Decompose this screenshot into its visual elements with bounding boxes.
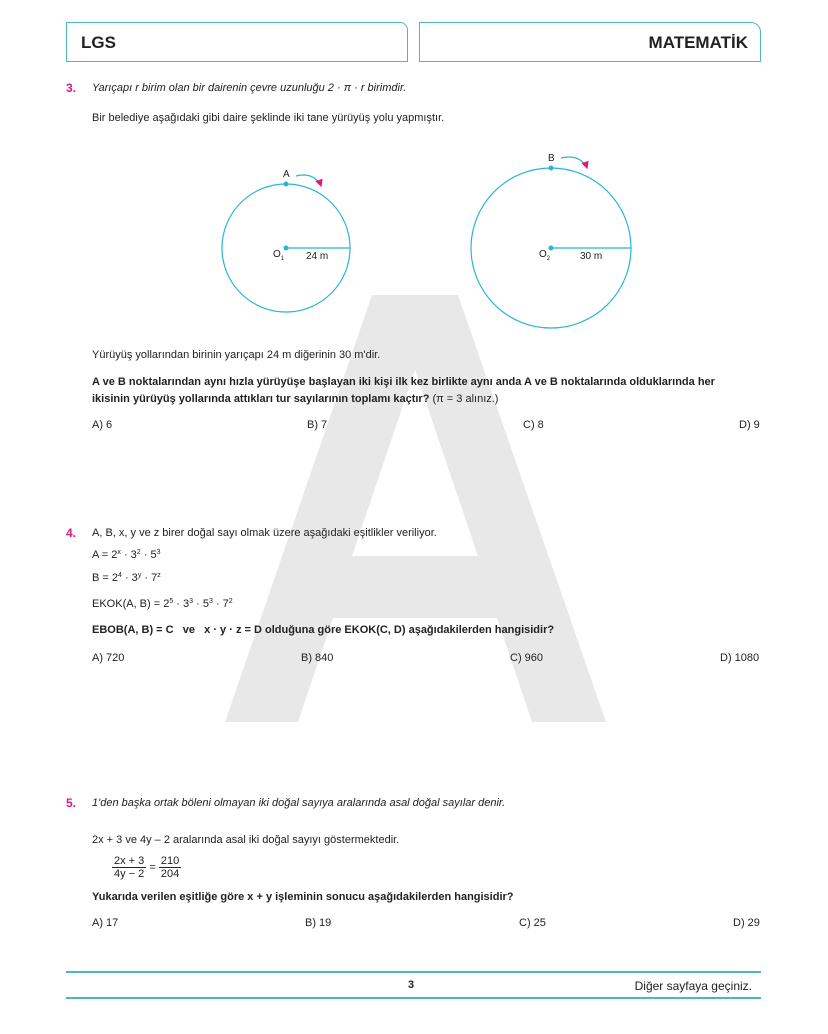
fraction-right: [159, 855, 181, 880]
o1-letter: O: [273, 249, 281, 260]
header-lgs: LGS: [81, 33, 116, 52]
frac-left-num: 2x + 3: [114, 855, 145, 867]
q5-question: Yukarıda verilen eşitliğe göre x + y işleminin sonucu aşağıdakilerden hangisidir?: [92, 891, 514, 903]
q5-line2: 2x + 3 ve 4y – 2 aralarında asal iki doğal sayıyı göstermektedir.: [92, 834, 400, 846]
q3-question-l2-wrap: [92, 393, 498, 405]
q4-question: EBOB(A, B) = C ve x · y · z = D olduğuna göre EKOK(C, D) aşağıdakilerden hangisidir?: [92, 624, 555, 636]
point-a-label: A: [283, 169, 290, 180]
q5-option-a[interactable]: A) 17: [92, 917, 119, 929]
q3-intro: Yarıçapı r birim olan bir dairenin çevre uzunluğu 2 · π · r birimdir.: [92, 82, 407, 94]
point-b-dot: [549, 166, 554, 171]
q5-option-b[interactable]: B) 19: [305, 917, 332, 929]
q3-note: (π = 3 alınız.): [432, 393, 499, 405]
q3-option-b[interactable]: B) 7: [307, 419, 328, 431]
frac-left-den: 4y − 2: [114, 868, 145, 880]
q4-eq-b: $B = 2^4 \cdot 3^y \cdot 7^z$: [92, 572, 161, 584]
q4-option-a[interactable]: A) 720: [92, 652, 125, 664]
q3-circles-figure: [0, 0, 828, 340]
center-o1-dot: [284, 246, 289, 251]
q3-number: 3.: [66, 81, 77, 95]
q3-question-l2: ikisinin yürüyüş yollarında attıkları tur sayılarının toplamı kaçtır?: [92, 393, 430, 405]
q4-option-b[interactable]: B) 840: [301, 652, 334, 664]
q3-option-c[interactable]: C) 8: [523, 419, 544, 431]
footer-bottom-rule: [66, 997, 761, 999]
circle-2: [471, 157, 631, 328]
o2-letter: O: [539, 249, 547, 260]
center-o1-label: [273, 249, 284, 262]
circle-1: [222, 175, 350, 312]
q3-question-l1: A ve B noktalarından aynı hızla yürüyüşe başlayan iki kişi ilk kez birlikte aynı anda A ve B noktalarında olduklarında her: [92, 376, 715, 388]
q3-option-d[interactable]: D) 9: [739, 419, 760, 431]
q4-option-c[interactable]: C) 960: [510, 652, 544, 664]
o2-sub: 2: [546, 256, 551, 262]
q5-number: 5.: [66, 796, 77, 810]
point-a-dot: [284, 182, 289, 187]
q3-option-a[interactable]: A) 6: [92, 419, 113, 431]
frac-right-den: 204: [160, 868, 180, 880]
page-number: 3: [408, 979, 415, 991]
q5-fraction-equation: [112, 855, 181, 880]
header-subject: MATEMATİK: [648, 33, 748, 52]
q4-eq-a: $A = 2^x \cdot 3^2 \cdot 5^3$: [92, 549, 161, 561]
center-o2-label: [539, 249, 550, 262]
q5-option-c[interactable]: C) 25: [519, 917, 546, 929]
q3-line3: Yürüyüş yollarından birinin yarıçapı 24 m diğerinin 30 m'dir.: [92, 349, 381, 361]
q4-eq-ekok: EKOK(A, $B) = 2^5 \cdot 3^3 \cdot 5^3 \cdot 7^2$: [92, 598, 233, 610]
equals-sign: =: [149, 861, 156, 874]
next-page-note: Diğer sayfaya geçiniz.: [634, 979, 752, 993]
q4-option-d[interactable]: D) 1080: [720, 652, 760, 664]
q4-number: 4.: [66, 526, 77, 540]
footer-top-rule: [66, 971, 761, 973]
q5-intro: 1'den başka ortak böleni olmayan iki doğal sayıya aralarında asal doğal sayılar denir.: [92, 797, 506, 809]
o1-sub: 1: [280, 256, 285, 262]
q5-option-d[interactable]: D) 29: [733, 917, 760, 929]
frac-right-num: 210: [160, 855, 180, 867]
q4-intro: A, B, x, y ve z birer doğal sayı olmak üzere aşağıdaki eşitlikler veriliyor.: [92, 527, 437, 539]
point-b-label: B: [548, 153, 555, 164]
radius-label-1: 24 m: [306, 251, 329, 262]
fraction-left: [112, 855, 146, 880]
q3-line2: Bir belediye aşağıdaki gibi daire şeklinde iki tane yürüyüş yolu yapmıştır.: [92, 112, 445, 124]
radius-label-2: 30 m: [580, 251, 603, 262]
